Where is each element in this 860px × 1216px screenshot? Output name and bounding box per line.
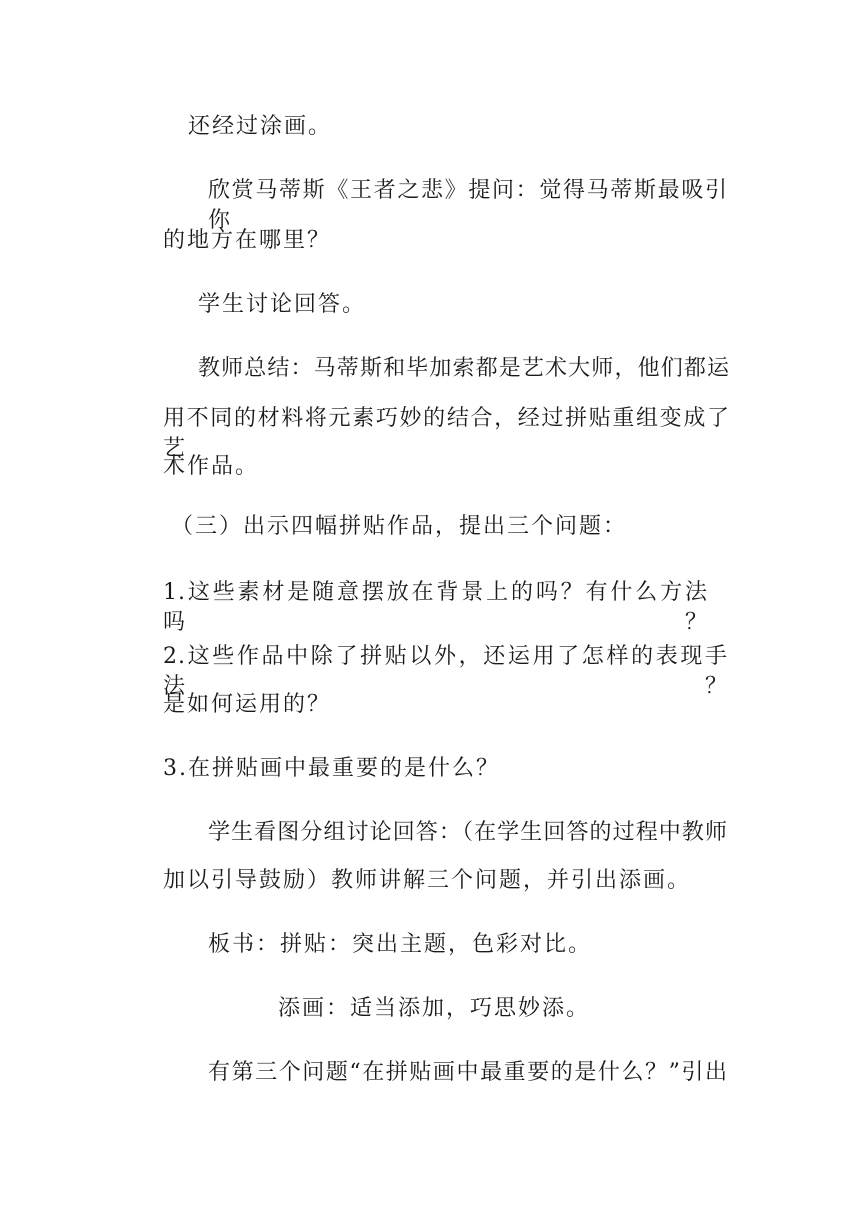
text-line: 有第三个问题“在拼贴画中最重要的是什么？”引出 — [208, 1060, 728, 1085]
text-line: 教师总结：马蒂斯和毕加索都是艺术大师，他们都运 — [198, 356, 730, 381]
text-line: 学生看图分组讨论回答：（在学生回答的过程中教师 — [208, 820, 728, 845]
text-line: 3.在拼贴画中最重要的是什么？ — [163, 756, 500, 781]
text-line: 欣赏马蒂斯《王者之悲》提问：觉得马蒂斯最吸引你 — [208, 178, 728, 233]
text-line: 术作品。 — [163, 454, 260, 479]
text-line: （三）出示四幅拼贴作品，提出三个问题： — [171, 514, 628, 539]
text-line: 是如何运用的？ — [163, 692, 332, 717]
text-line: 添画：适当添加，巧思妙添。 — [278, 996, 591, 1021]
text-line: 2.这些作品中除了拼贴以外，还运用了怎样的表现手法？ — [163, 644, 728, 699]
text-line: 1.这些素材是随意摆放在背景上的吗？有什么方法吗？ — [163, 580, 708, 635]
text-line: 板书：拼贴：突出主题，色彩对比。 — [208, 932, 593, 957]
text-line: 学生讨论回答。 — [198, 292, 367, 317]
text-line: 的地方在哪里？ — [163, 228, 332, 253]
text-line: 还经过涂画。 — [188, 114, 333, 139]
text-line: 加以引导鼓励）教师讲解三个问题，并引出添画。 — [163, 868, 692, 893]
text-line: 用不同的材料将元素巧妙的结合，经过拼贴重组变成了艺 — [163, 406, 730, 461]
